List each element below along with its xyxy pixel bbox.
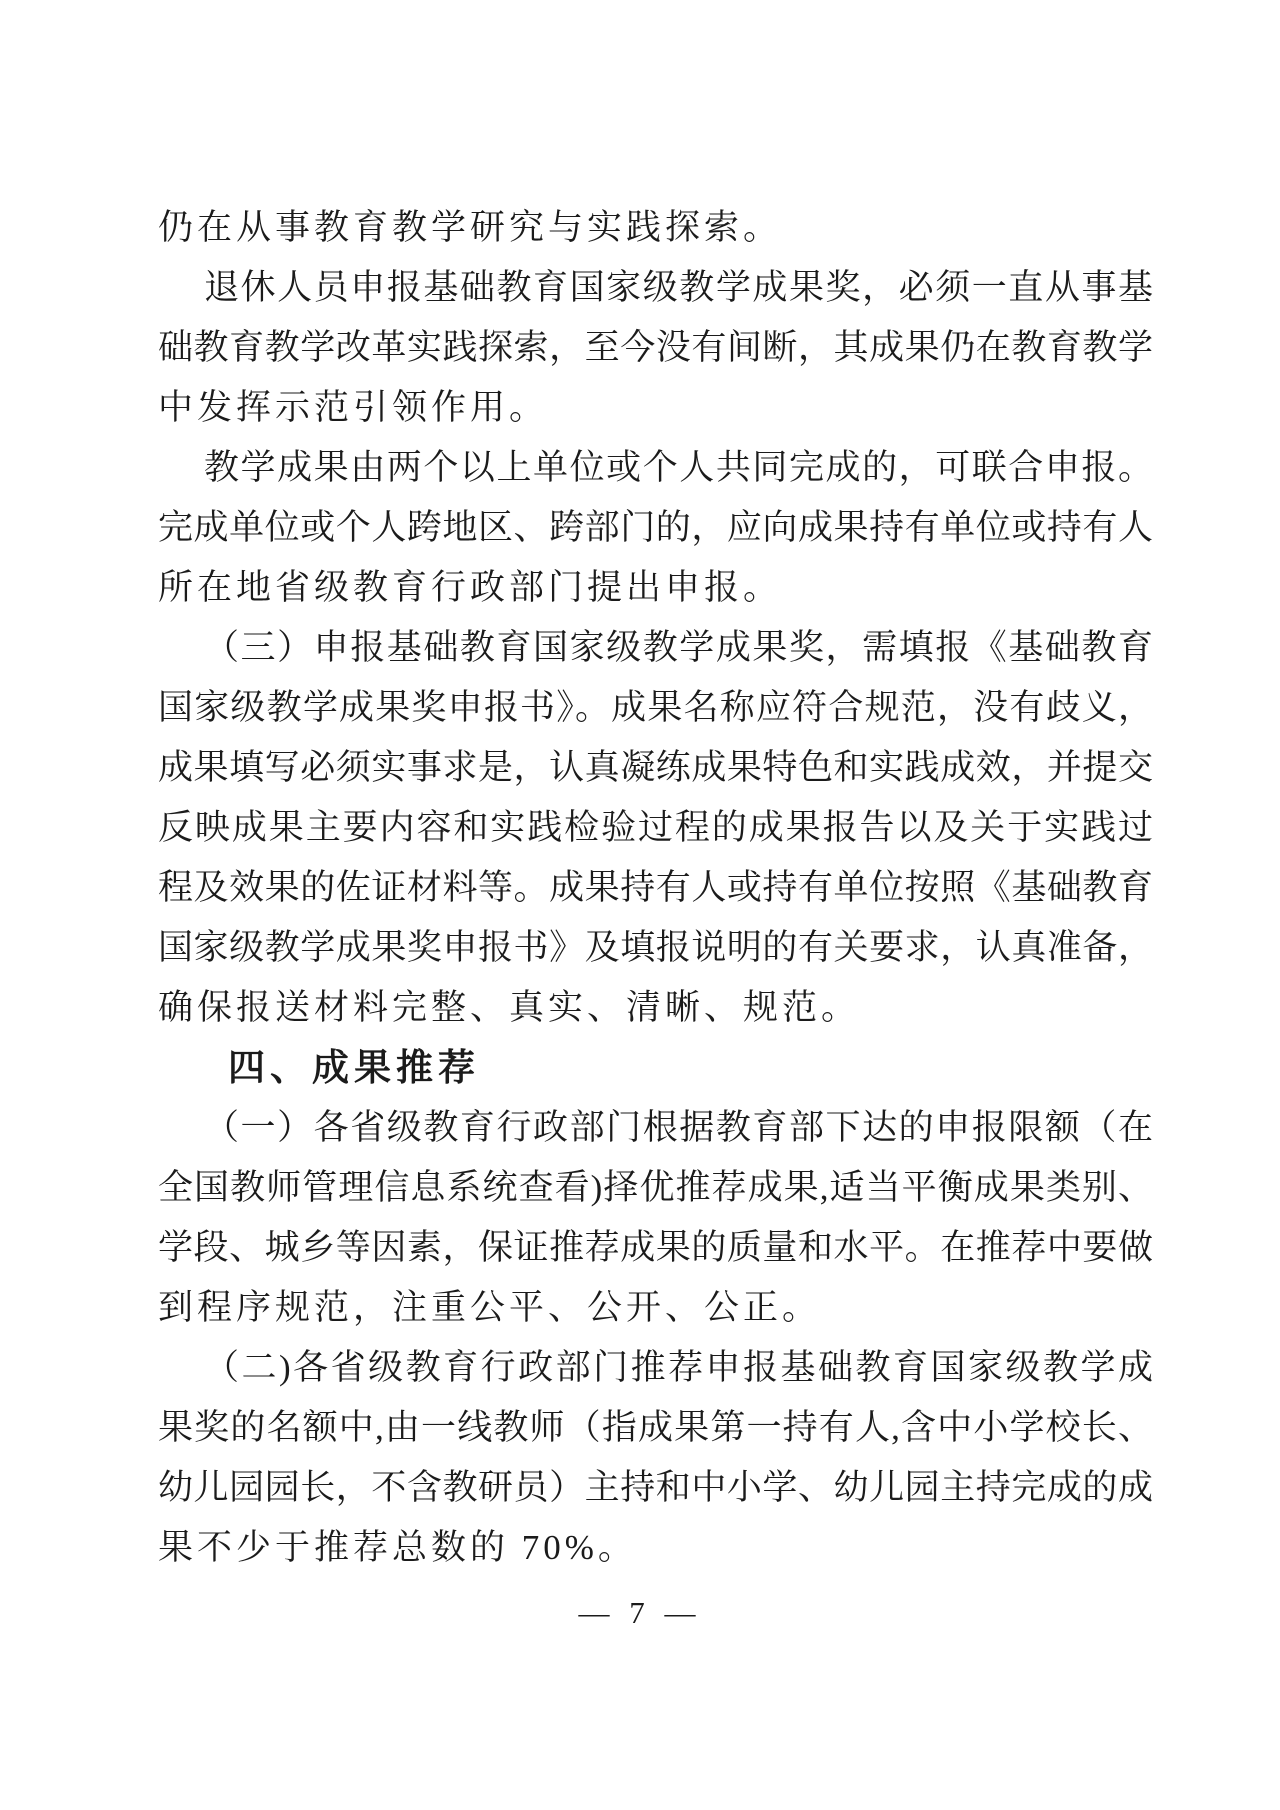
section-heading: 四、成果推荐 [228, 1047, 480, 1088]
text-line: 幼儿园园长，不含教研员）主持和中小学、幼儿园主持完成的成 [158, 1468, 1153, 1507]
text-line: 中发挥示范引领作用。 [158, 388, 549, 427]
text-line: 退休人员申报基础教育国家级教学成果奖，必须一直从事基 [204, 268, 1153, 307]
text-line: 程及效果的佐证材料等。成果持有人或持有单位按照《基础教育 [158, 868, 1153, 907]
text-line: 国家级教学成果奖申报书》及填报说明的有关要求，认真准备， [158, 928, 1153, 967]
text-line: 全国教师管理信息系统查看)择优推荐成果,适当平衡成果类别、 [158, 1168, 1153, 1207]
text-line: 果奖的名额中,由一线教师（指成果第一持有人,含中小学校长、 [158, 1408, 1153, 1447]
text-line: 成果填写必须实事求是，认真凝练成果特色和实践成效，并提交 [158, 748, 1153, 787]
document-body [158, 198, 1153, 1578]
text-line: 教学成果由两个以上单位或个人共同完成的，可联合申报。 [204, 448, 1153, 487]
page-number: — 7 — [578, 1595, 702, 1630]
text-line: 仍在从事教育教学研究与实践探索。 [158, 208, 783, 247]
text-line: 完成单位或个人跨地区、跨部门的，应向成果持有单位或持有人 [158, 508, 1153, 547]
text-line: （一）各省级教育行政部门根据教育部下达的申报限额（在 [204, 1108, 1153, 1147]
text-line: 确保报送材料完整、真实、清晰、规范。 [158, 988, 861, 1027]
text-line: 反映成果主要内容和实践检验过程的成果报告以及关于实践过 [158, 808, 1153, 847]
text-line: （二)各省级教育行政部门推荐申报基础教育国家级教学成 [204, 1348, 1153, 1387]
text-line: （三）申报基础教育国家级教学成果奖，需填报《基础教育 [204, 628, 1153, 667]
text-line: 学段、城乡等因素，保证推荐成果的质量和水平。在推荐中要做 [158, 1228, 1153, 1267]
text-line: 国家级教学成果奖申报书》。成果名称应符合规范，没有歧义， [158, 688, 1153, 727]
text-line: 础教育教学改革实践探索，至今没有间断，其成果仍在教育教学 [158, 328, 1153, 367]
text-line: 到程序规范，注重公平、公开、公正。 [158, 1288, 822, 1327]
text-line: 所在地省级教育行政部门提出申报。 [158, 568, 783, 607]
text-line: 果不少于推荐总数的 70%。 [158, 1528, 637, 1567]
